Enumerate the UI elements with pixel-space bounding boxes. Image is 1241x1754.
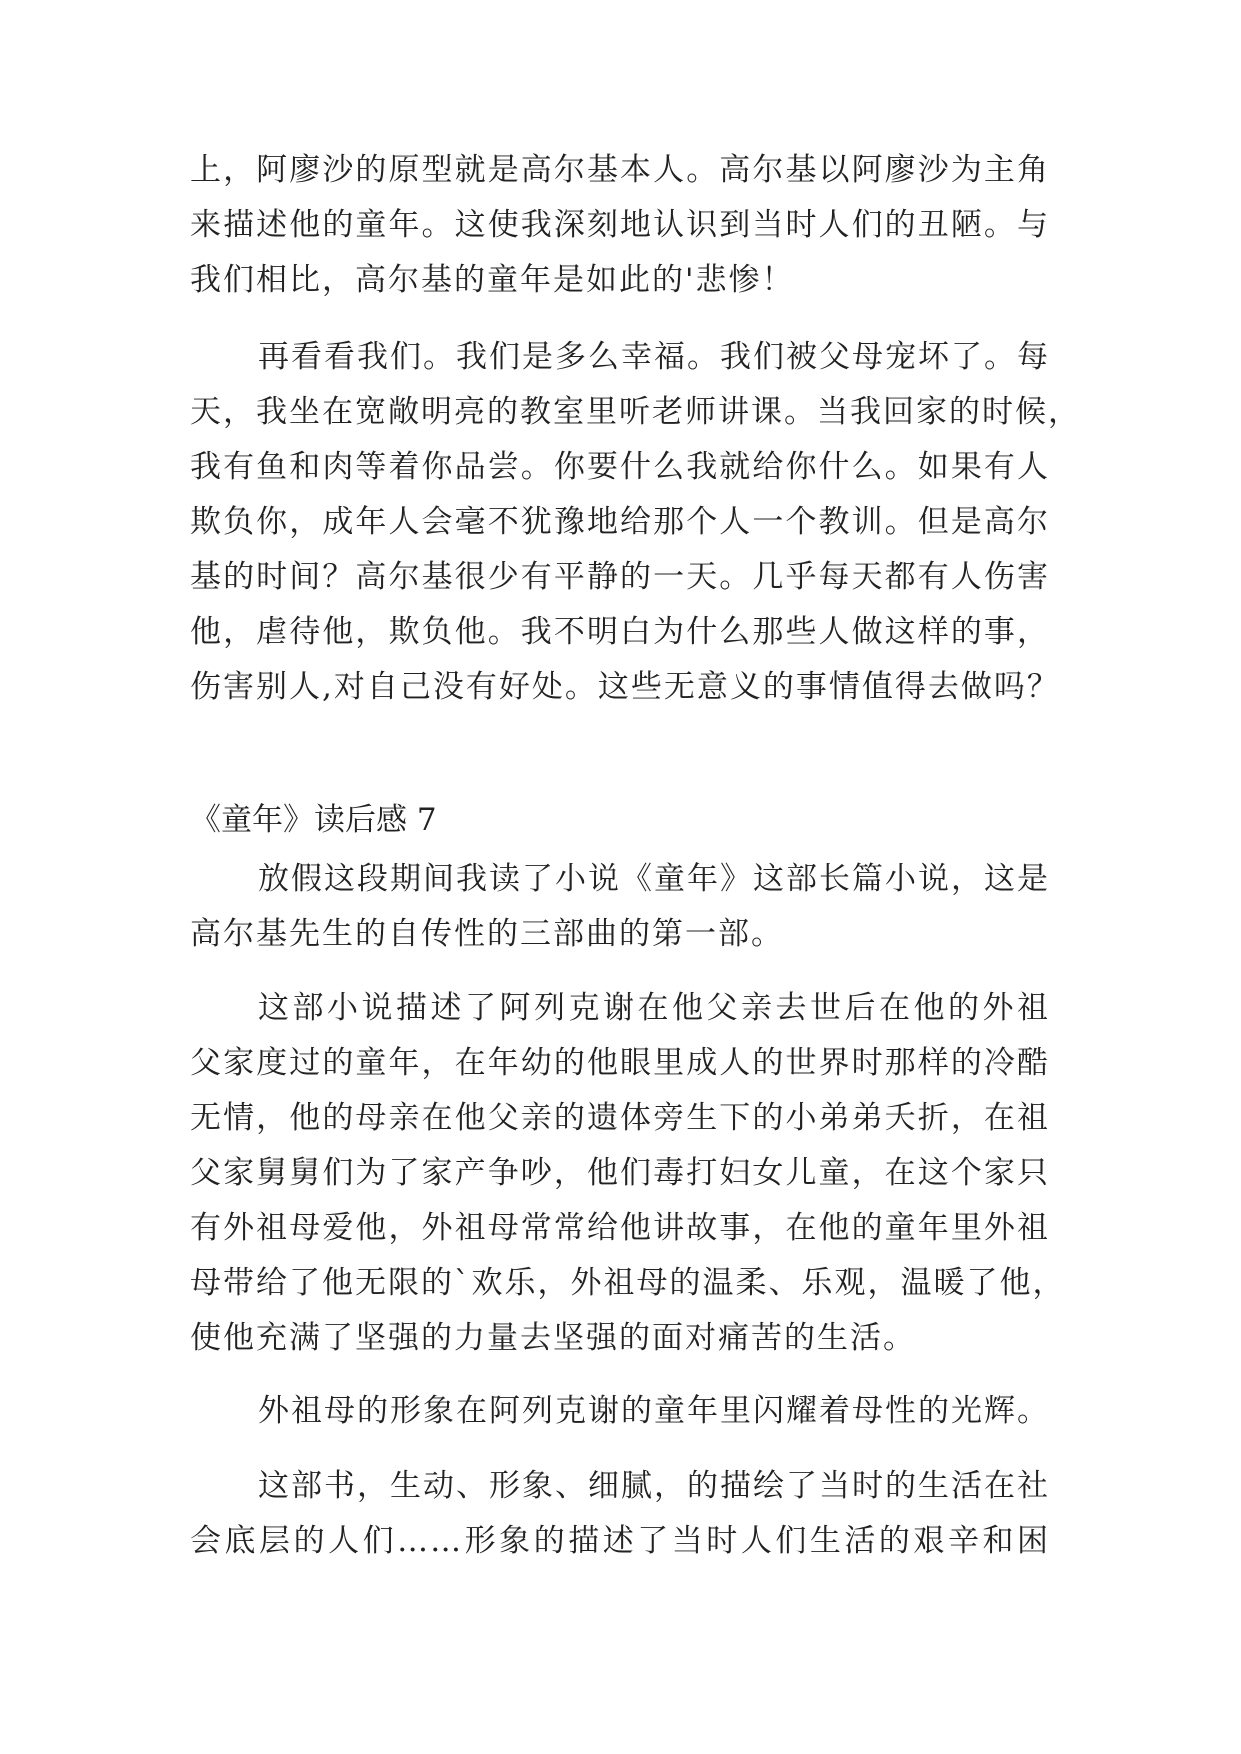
text-line: 这部小说描述了阿列克谢在他父亲去世后在他的外祖 — [258, 990, 1050, 1026]
text-line: 外祖母的形象在阿列克谢的童年里闪耀着母性的光辉。 — [258, 1393, 1050, 1429]
text-line: 基的时间？高尔基很少有平静的一天。几乎每天都有人伤害 — [190, 559, 1050, 595]
text-line: 有外祖母爱他，外祖母常常给他讲故事，在他的童年里外祖 — [190, 1210, 1050, 1246]
text-line: 上，阿廖沙的原型就是高尔基本人。高尔基以阿廖沙为主角 — [190, 152, 1050, 188]
text-line: 我们相比，高尔基的童年是如此的'悲惨！ — [190, 262, 795, 298]
text-line: 会底层的人们……形象的描述了当时人们生活的艰辛和困 — [190, 1523, 1050, 1559]
text-line: 父家舅舅们为了家产争吵，他们毒打妇女儿童，在这个家只 — [190, 1155, 1050, 1191]
text-line: 欺负你，成年人会毫不犹豫地给那个人一个教训。但是高尔 — [190, 504, 1050, 540]
text-line: 放假这段期间我读了小说《童年》这部长篇小说，这是 — [258, 861, 1050, 897]
text-line: 再看看我们。我们是多么幸福。我们被父母宠坏了。每 — [258, 339, 1050, 375]
text-line: 无情，他的母亲在他父亲的遗体旁生下的小弟弟夭折，在祖 — [190, 1100, 1050, 1136]
text-line: 高尔基先生的自传性的三部曲的第一部。 — [190, 916, 784, 952]
text-line: 父家度过的童年，在年幼的他眼里成人的世界时那样的冷酷 — [190, 1045, 1050, 1081]
text-line: 伤害别人,对自己没有好处。这些无意义的事情值得去做吗？ — [190, 669, 1060, 705]
text-line: 我有鱼和肉等着你品尝。你要什么我就给你什么。如果有人 — [190, 449, 1050, 485]
text-line: 天，我坐在宽敞明亮的教室里听老师讲课。当我回家的时候， — [190, 394, 1081, 430]
text-line: 使他充满了坚强的力量去坚强的面对痛苦的生活。 — [190, 1320, 916, 1356]
text-line: 他，虐待他，欺负他。我不明白为什么那些人做这样的事， — [190, 614, 1050, 650]
text-line: 这部书，生动、形象、细腻，的描绘了当时的生活在社 — [258, 1468, 1050, 1504]
text-line: 来描述他的童年。这使我深刻地认识到当时人们的丑陋。与 — [190, 207, 1050, 243]
text-line: 母带给了他无限的`欢乐，外祖母的温柔、乐观，温暖了他， — [190, 1265, 1066, 1301]
section-heading: 《童年》读后感 7 — [190, 802, 437, 838]
